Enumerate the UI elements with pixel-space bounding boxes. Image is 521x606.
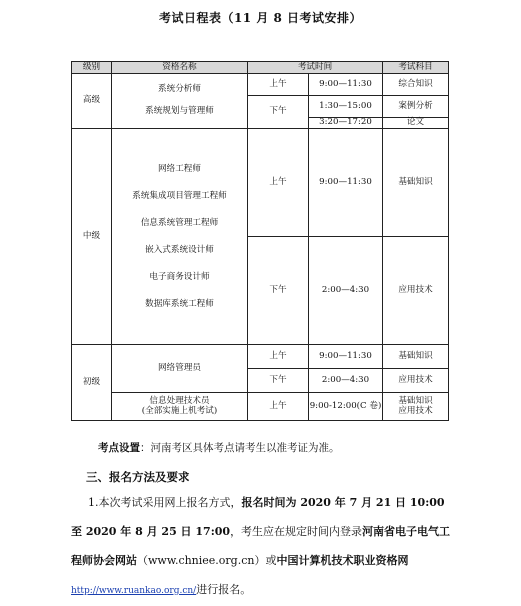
text-run: ，考生应在规定时间内登录	[230, 525, 363, 538]
header-qualification: 资格名称	[112, 62, 248, 74]
subject-cell	[383, 393, 449, 421]
qual-item: 系统集成项目管理工程师	[132, 190, 227, 201]
period-am: 上午	[248, 393, 309, 421]
header-subject: 考试科目	[383, 62, 449, 74]
qual-line: (全部实施上机考试)	[141, 405, 218, 416]
table-header-row	[72, 62, 449, 74]
qual-item: 系统分析师	[158, 84, 201, 95]
time-cell: 9:00—11:30	[309, 129, 383, 237]
subject-cell: 应用技术	[383, 237, 449, 345]
qual-item: 电子商务设计师	[149, 271, 210, 282]
header-level: 级别	[72, 62, 112, 74]
period-am: 上午	[248, 129, 309, 237]
table-row	[72, 345, 449, 369]
subject-cell: 综合知识	[383, 74, 449, 96]
text-run-bold: 报名时间为 2020 年 7 月 21 日 10:00	[241, 496, 445, 509]
period-pm: 下午	[248, 237, 309, 345]
subject-cell: 基础知识	[383, 345, 449, 369]
subject-line: 基础知识	[398, 395, 433, 406]
table-row	[72, 129, 449, 237]
exam-site-note	[98, 440, 340, 455]
note-label: 考点设置	[98, 442, 140, 454]
time-cell: 2:00—4:30	[309, 237, 383, 345]
time-cell: 9:00—11:30	[309, 74, 383, 96]
text-run-bold: 中国计算机技术职业资格网	[276, 554, 409, 567]
text-run: 1.本次考试采用网上报名方式，	[88, 496, 242, 509]
period-am: 上午	[248, 345, 309, 369]
qual-item: 数据库系统工程师	[145, 298, 214, 309]
qual-item: 系统规划与管理师	[145, 106, 214, 116]
time-cell: 9:00—11:30	[309, 345, 383, 369]
time-cell: 1:30—15:00	[309, 96, 383, 118]
period-pm: 下午	[248, 96, 309, 129]
text-run: （www.chniee.org.cn）或	[137, 554, 277, 567]
text-run-bold: 程师协会网站	[71, 554, 137, 567]
level-junior: 初级	[72, 345, 112, 421]
qual-line: 信息处理技术员	[149, 395, 210, 406]
header-time: 考试时间	[248, 62, 383, 74]
paragraph-line-3	[71, 546, 451, 575]
subject-cell: 论文	[383, 118, 449, 129]
table-row	[72, 74, 449, 96]
period-pm: 下午	[248, 369, 309, 393]
qual-item: 信息系统管理工程师	[140, 217, 219, 228]
level-senior: 高级	[72, 74, 112, 129]
qual-senior	[112, 74, 248, 129]
paragraph-line-4	[71, 575, 451, 606]
subject-cell: 应用技术	[383, 369, 449, 393]
time-cell: 2:00—4:30	[309, 369, 383, 393]
qual-junior-2	[112, 393, 248, 421]
qual-middle	[112, 129, 248, 345]
subject-cell: 案例分析	[383, 96, 449, 118]
text-run-bold: 至 2020 年 8 月 25 日 17:00	[71, 525, 231, 538]
note-text: ：河南考区具体考点请考生以准考证为准。	[140, 442, 340, 454]
exam-schedule-table	[71, 61, 449, 421]
ruankao-link[interactable]: http://www.ruankao.org.cn/	[71, 586, 197, 596]
qual-item: 网络工程师	[158, 163, 201, 174]
time-cell: 3:20—17:20	[309, 118, 383, 129]
period-am: 上午	[248, 74, 309, 96]
paragraph-line-1	[88, 488, 468, 517]
section-heading: 三、报名方法及要求	[86, 470, 190, 484]
subject-line: 应用技术	[398, 405, 433, 416]
qual-item: 嵌入式系统设计师	[145, 244, 214, 255]
qual-junior-1: 网络管理员	[112, 345, 248, 393]
subject-cell: 基础知识	[383, 129, 449, 237]
time-cell: 9:00-12:00(C 卷)	[309, 393, 383, 421]
table-row	[72, 393, 449, 421]
page-title: 考试日程表（11 月 8 日考试安排）	[158, 11, 363, 25]
text-run-bold: 河南省电子电气工	[362, 525, 451, 538]
text-run: 进行报名。	[196, 583, 252, 596]
paragraph-line-2	[71, 517, 451, 546]
level-middle: 中级	[72, 129, 112, 345]
